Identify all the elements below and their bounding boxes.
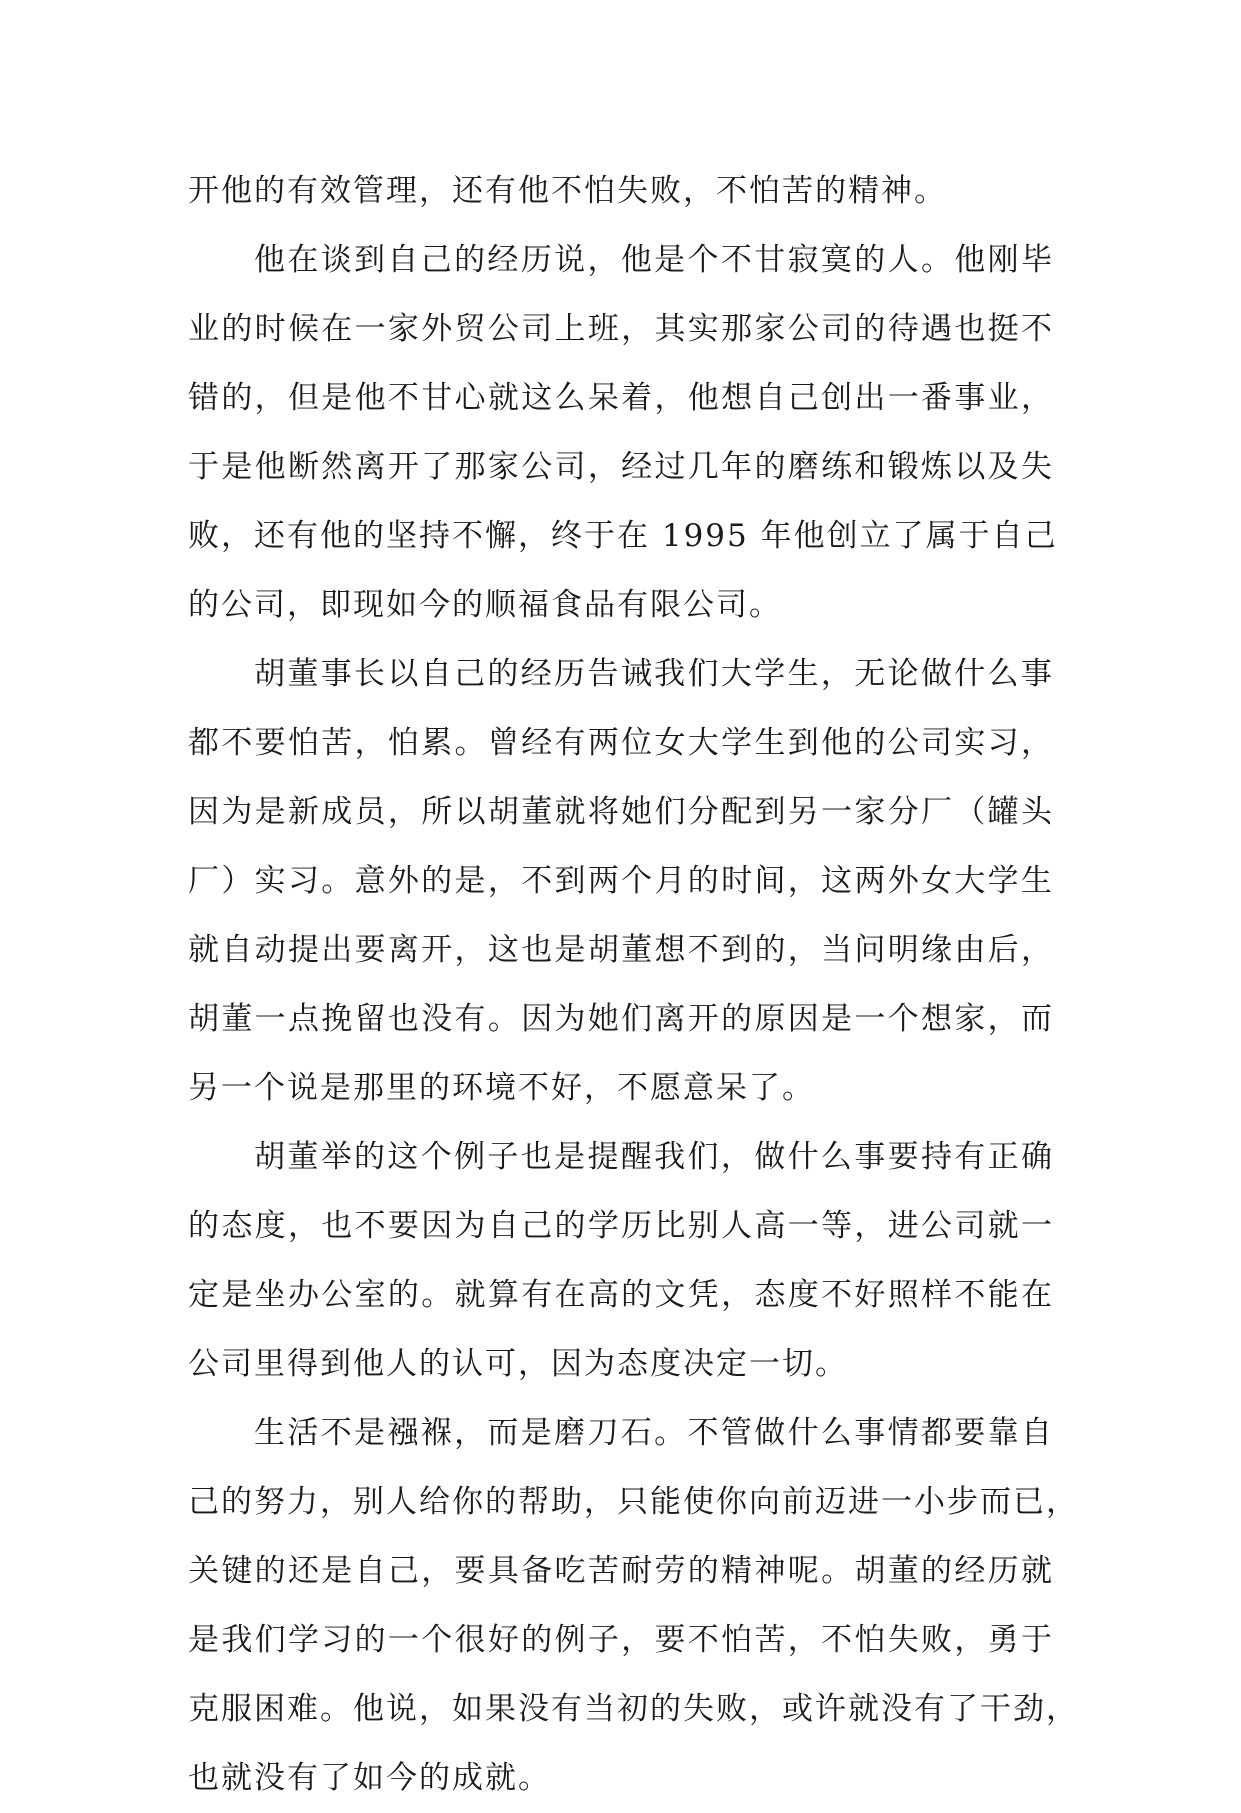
text-line: 己的努力，别人给你的帮助，只能使你向前迈进一小步而已， xyxy=(188,1484,1079,1520)
paragraph-5 xyxy=(188,1399,1079,1813)
text-line: 生活不是襁褓，而是磨刀石。不管做什么事情都要靠自 xyxy=(254,1415,1054,1451)
text-line: 公司里得到他人的认可，因为态度决定一切。 xyxy=(188,1346,848,1382)
text-line: 关键的还是自己，要具备吃苦耐劳的精神呢。胡董的经历就 xyxy=(188,1553,1054,1589)
text-line: 的态度，也不要因为自己的学历比别人高一等，进公司就一 xyxy=(188,1208,1054,1244)
text-line: 都不要怕苦，怕累。曾经有两位女大学生到他的公司实习， xyxy=(188,725,1054,761)
paragraph-2 xyxy=(188,226,1058,640)
paragraph-1 xyxy=(188,157,1054,226)
text-line: 胡董举的这个例子也是提醒我们，做什么事要持有正确 xyxy=(254,1139,1054,1175)
text-line: 胡董一点挽留也没有。因为她们离开的原因是一个想家，而 xyxy=(188,1001,1054,1037)
text-line: 他在谈到自己的经历说，他是个不甘寂寞的人。他刚毕 xyxy=(254,242,1054,278)
text-line: 错的，但是他不甘心就这么呆着，他想自己创出一番事业， xyxy=(188,380,1054,416)
paragraph-3 xyxy=(188,640,1054,1123)
text-line: 就自动提出要离开，这也是胡董想不到的，当问明缘由后， xyxy=(188,932,1054,968)
text-line: 于是他断然离开了那家公司，经过几年的磨练和锻炼以及失 xyxy=(188,449,1054,485)
text-line: 厂）实习。意外的是，不到两个月的时间，这两外女大学生 xyxy=(188,863,1054,899)
text-line: 克服困难。他说，如果没有当初的失败，或许就没有了干劲， xyxy=(188,1691,1079,1727)
paragraph-4 xyxy=(188,1123,1054,1399)
text-line: 开他的有效管理，还有他不怕失败，不怕苦的精神。 xyxy=(188,173,947,209)
text-line: 也就没有了如今的成就。 xyxy=(188,1760,551,1796)
text-line: 另一个说是那里的环境不好，不愿意呆了。 xyxy=(188,1070,815,1106)
text-line: 胡董事长以自己的经历告诫我们大学生，无论做什么事 xyxy=(254,656,1054,692)
text-line: 败，还有他的坚持不懈，终于在 1995 年他创立了属于自己 xyxy=(188,518,1058,554)
text-line: 因为是新成员，所以胡董就将她们分配到另一家分厂（罐头 xyxy=(188,794,1054,830)
text-line: 定是坐办公室的。就算有在高的文凭，态度不好照样不能在 xyxy=(188,1277,1054,1313)
document-body xyxy=(188,157,1079,1813)
text-line: 的公司，即现如今的顺福食品有限公司。 xyxy=(188,587,782,623)
text-line: 业的时候在一家外贸公司上班，其实那家公司的待遇也挺不 xyxy=(188,311,1054,347)
text-line: 是我们学习的一个很好的例子，要不怕苦，不怕失败，勇于 xyxy=(188,1622,1054,1658)
